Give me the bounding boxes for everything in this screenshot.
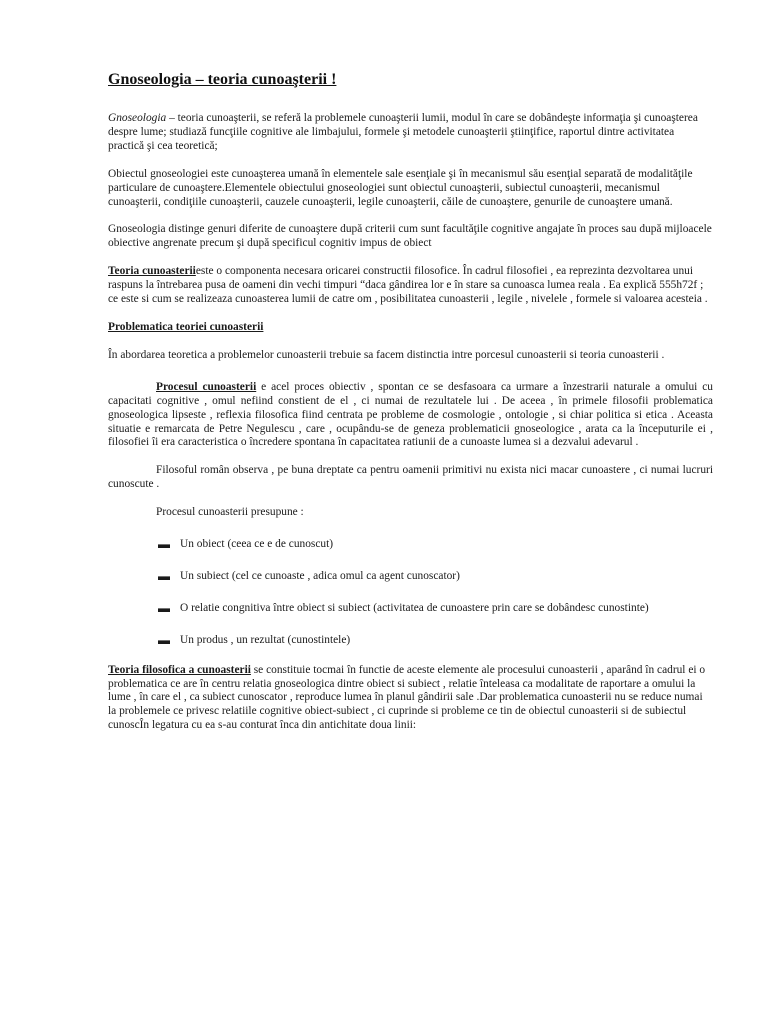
bullet-icon: ▬ xyxy=(158,568,170,583)
section-heading xyxy=(108,321,713,335)
list-item-text: O relatie congnitiva între obiect si subiect (activitatea de cunoastere prin care se dobândesc cunostinte) xyxy=(180,601,649,614)
list-item xyxy=(108,538,713,552)
intro-paragraph xyxy=(108,112,713,154)
document-page xyxy=(108,70,713,733)
presupune-paragraph: Procesul cunoasterii presupune : xyxy=(156,506,304,519)
teoria-text: este o componenta necesara oricarei constructii filosofice. În cadrul filosofiei , ea reprezinta dezvoltarea unui raspuns la întrebarea pusa de oameni din vechi timpuri “daca gândirea lor e în stare sa cunoasca lumea reala . Ea explică 555h72f ; ce este si cum se realizeaza cunoasterea lumii de catre om , posibilitatea cunoasterii , legile , nivelele , formele si valoarea acesteia . xyxy=(108,265,708,306)
intro-term: Gnoseologia xyxy=(108,112,167,124)
procesul-heading: Procesul cunoasterii xyxy=(156,380,257,393)
bullet-list xyxy=(108,538,713,648)
teoria-paragraph xyxy=(108,265,713,307)
object-paragraph: Obiectul gnoseologiei este cunoaşterea umană în elementele sale esenţiale şi în mecanismul său esenţial separată de modalităţile particulare de cunoaştere.Elementele obiectului gnoseologiei sunt obiectul cunoaşterii, subiectul cunoaşterii, mecanismul cunoaşterii, condiţiile cunoaşterii, cauzele cunoaşterii, legile cunoaşterii, căile de cunoaştere, genurile de cunoaştere umană. xyxy=(108,167,693,208)
problematica-heading: Problematica teoriei cunoasterii xyxy=(108,320,264,333)
list-item xyxy=(108,602,713,616)
list-item xyxy=(108,634,713,648)
final-text: se constituie tocmai în functie de aceste elemente ale procesului cunoasterii , aparând în cadrul ei o problematica ce are în centru relatia gnoseologica dintre obiect si subiect , relatie înteleasa ca modalitate de raportare a omului la lume , în care el , ca subiect cunoscator , reproduce lumea în planul gândirii sale .Dar problematica cunoasterii nu se reduce numai la problemele ce privesc relatiile cognitive obiect-subiect , ci cuprinde si probleme ce tin de obiectul cunoasterii si de subiectul cunoscÎn legatura cu ea s-au conturat înca din antichitate doua linii: xyxy=(108,663,706,732)
procesul-paragraph xyxy=(108,381,713,451)
intro-text: – teoria cunoaşterii, se referă la problemele cunoaşterii lumii, modul în care se dobândeşte informaţia şi cunoaşterea despre lume; studiază funcţiile cognitive ale limbajului, formele şi metodele cunoaşterii ştiinţifice, raportul dintre activitatea practică şi cea teoretică; xyxy=(108,112,698,152)
final-paragraph xyxy=(108,664,713,734)
genres-paragraph: Gnoseologia distinge genuri diferite de cunoaştere după criterii cum sunt facultăţile cognitive angajate în proces sau după mijloacele obiective angrenate precum şi după specificul cognitiv impus de obiect xyxy=(108,223,712,250)
list-item-text: Un subiect (cel ce cunoaste , adica omul ca agent cunoscator) xyxy=(180,569,460,582)
page-title: Gnoseologia – teoria cunoaşterii ! xyxy=(108,71,337,88)
list-item xyxy=(108,570,713,584)
abordare-paragraph: În abordarea teoretica a problemelor cunoasterii trebuie sa facem distinctia intre porcesul cunoasterii si teoria cunoasterii . xyxy=(108,348,665,361)
bullet-icon: ▬ xyxy=(158,600,170,615)
bullet-icon: ▬ xyxy=(158,537,170,552)
filosoful-paragraph: Filosoful român observa , pe buna dreptate ca pentru oamenii primitivi nu exista nici macar cunoastere , ci numai lucruri cunoscute . xyxy=(108,464,713,491)
final-heading: Teoria filosofica a cunoasterii xyxy=(108,663,251,676)
bullet-icon: ▬ xyxy=(158,632,170,647)
list-item-text: Un obiect (ceea ce e de cunoscut) xyxy=(180,538,334,551)
list-item-text: Un produs , un rezultat (cunostintele) xyxy=(180,633,351,646)
procesul-text: e acel proces obiectiv , spontan ce se desfasoara ca urmare a înzestrarii naturale a omului cu capacitati cognitive , omul nefiind constient de el , ci numai de rezultatele lui . De aceea , în primele filosofii problematica gnoseologica lipseste , reflexia filosofica fiind centrata pe probleme de cosmologie , ontologie , si chiar politica si etica . Aceasta situatie e remarcata de Petre Negulescu , care , ocupându-se de geneza problematicii gnoseologice , arata ca la începuturile ei , filosofiei îi era caracteristica o încredere spontana în capacitatea ratiunii de a cunoaste lumea si a dezvalui adevarul . xyxy=(108,380,713,449)
teoria-heading: Teoria cunoasterii xyxy=(108,265,196,278)
